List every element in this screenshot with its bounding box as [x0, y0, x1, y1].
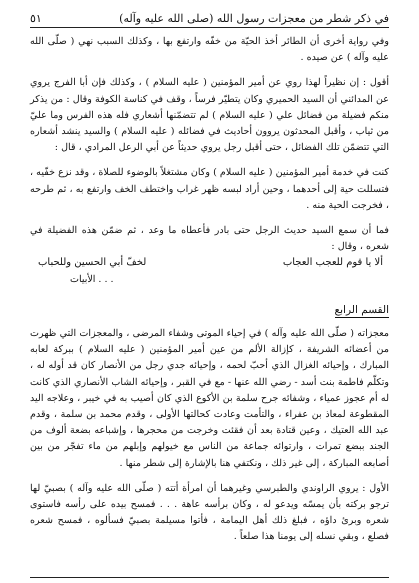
page-number: ٥١: [30, 11, 42, 25]
header-rule: [30, 27, 389, 28]
poem-hemistich-1: ألا يا قوم للعجب العجاب: [282, 257, 383, 269]
section-title-text: القسم الرابع: [334, 303, 389, 316]
footer-rule: [30, 577, 389, 578]
paragraph: الأول : يروي الراوندي والطبرسي وغيرهما أن امرأة أتته ( صلّى الله عليه وآله ) بصبيّ لها ترجو بركته بأن يمسّه ويدعو له ، وكان برأسه عاهة . . . فمسح بيده على رأسه فاستوى شعره وبرئ داؤه ، فبلغ ذلك أهل اليمامة ، فأتوا مسيلمة بصبيّ فسألوه ، فمسح شعره فصلع ، وبقي نسله إلى يومنا هذا صلعاً .: [30, 482, 389, 543]
section-title: [30, 302, 389, 318]
poem-tail: . . . الأبيات: [70, 273, 114, 285]
paragraph: فما أن سمع السيد حديث الرجل حتى بادر فأعطاه ما وعد ، ثم ضمّن هذه الفضيلة في شعره ، وقال :: [30, 225, 389, 253]
paragraph: كنت في خدمة أمير المؤمنين ( عليه السلام ) وكان مشتغلاً بالوضوء للصلاة ، وقد نزع خفّيه ، فتسللت حية إلى أحدهما ، وحين أراد لبسه ظهر غراب واختطف الخف وارتفع به ، ثم طرحه ، فخرجت الحية منه .: [30, 167, 389, 211]
page-header: [30, 10, 389, 26]
running-title: في ذكر شطر من معجزات رسول الله (صلى الله عليه وآله): [119, 11, 389, 25]
poem-hemistich-2: لخفّ أبي الحسين وللحباب: [38, 257, 147, 269]
paragraph: أقول : إن نظيراً لهذا روي عن أمير المؤمنين ( عليه السلام ) ، وكذلك فإن أبا الفرج يروي عن المدائني أن السيد الحميري وكان يتطيّر فرساً ، وقف في كناسة الكوفة وقال : من يذكر منكم فضيلة من فضائل علي ( عليه السلام ) لم تتضمّنها أشعاري فله هذه الفرس وما عليّ من ثياب ، وأقبل المحدثون يروون أحاديث في فضائله ( عليه السلام ) والسيد ينشد أشعاره التي تتضمّن تلك الفضائل ، حتى أقبل رجل يروي حديثاً عن أبي الرعل المرادي ، قال :: [30, 77, 389, 154]
paragraph: وفي رواية أخرى أن الطائر أخذ الحيّة من خفّه وارتفع بها ، وكذلك السبب نهي ( صلّى الله عليه وآله ) عن صيده .: [30, 36, 389, 64]
page-body: [30, 34, 389, 575]
paragraph: معجزاته ( صلّى الله عليه وآله ) في إحياء الموتى وشفاء المرضى ، والمعجزات التي ظهرت من أعضائه الشريفة ، كإزالة الألم من عين أمير المؤمنين ( عليه السلام ) ببركة لعابه المبارك ، وإحيائه الغزال الذي أحبّ لحمه ، وإحيائه جدي رجل من الأنصار كان قد أوله له ، وتكلّم فاطمة بنت أسد - رضي الله عنها - مع في القبر ، وإحيائه الشاب الأنصاري الذي كانت له أم عجوز عمياء ، وشفائه جرح سلمة بن الأكوع الذي كان أصيب به في خيبر ، وعلاجه اليد المقطوعة لمعاذ بن عفراء ، والتأمت وعادت كحالتها الأولى ، وقدم محمد بن سلمة ، وقدم عبد الله العتيك ، وعين قتادة بعد أن فقئت وخرجت من محجرها ، وإشباعه بضعة ألوف من الجند ببضع تمرات ، وارتوائه جماعة من الناس مع خيولهم وإبلهم من ماء تفجّر من بين أصابعه المباركة ، إلى غير ذلك ، ونكتفي هنا بالإشارة إلى شطر منها .: [30, 328, 389, 469]
poem-verse: [30, 255, 389, 271]
